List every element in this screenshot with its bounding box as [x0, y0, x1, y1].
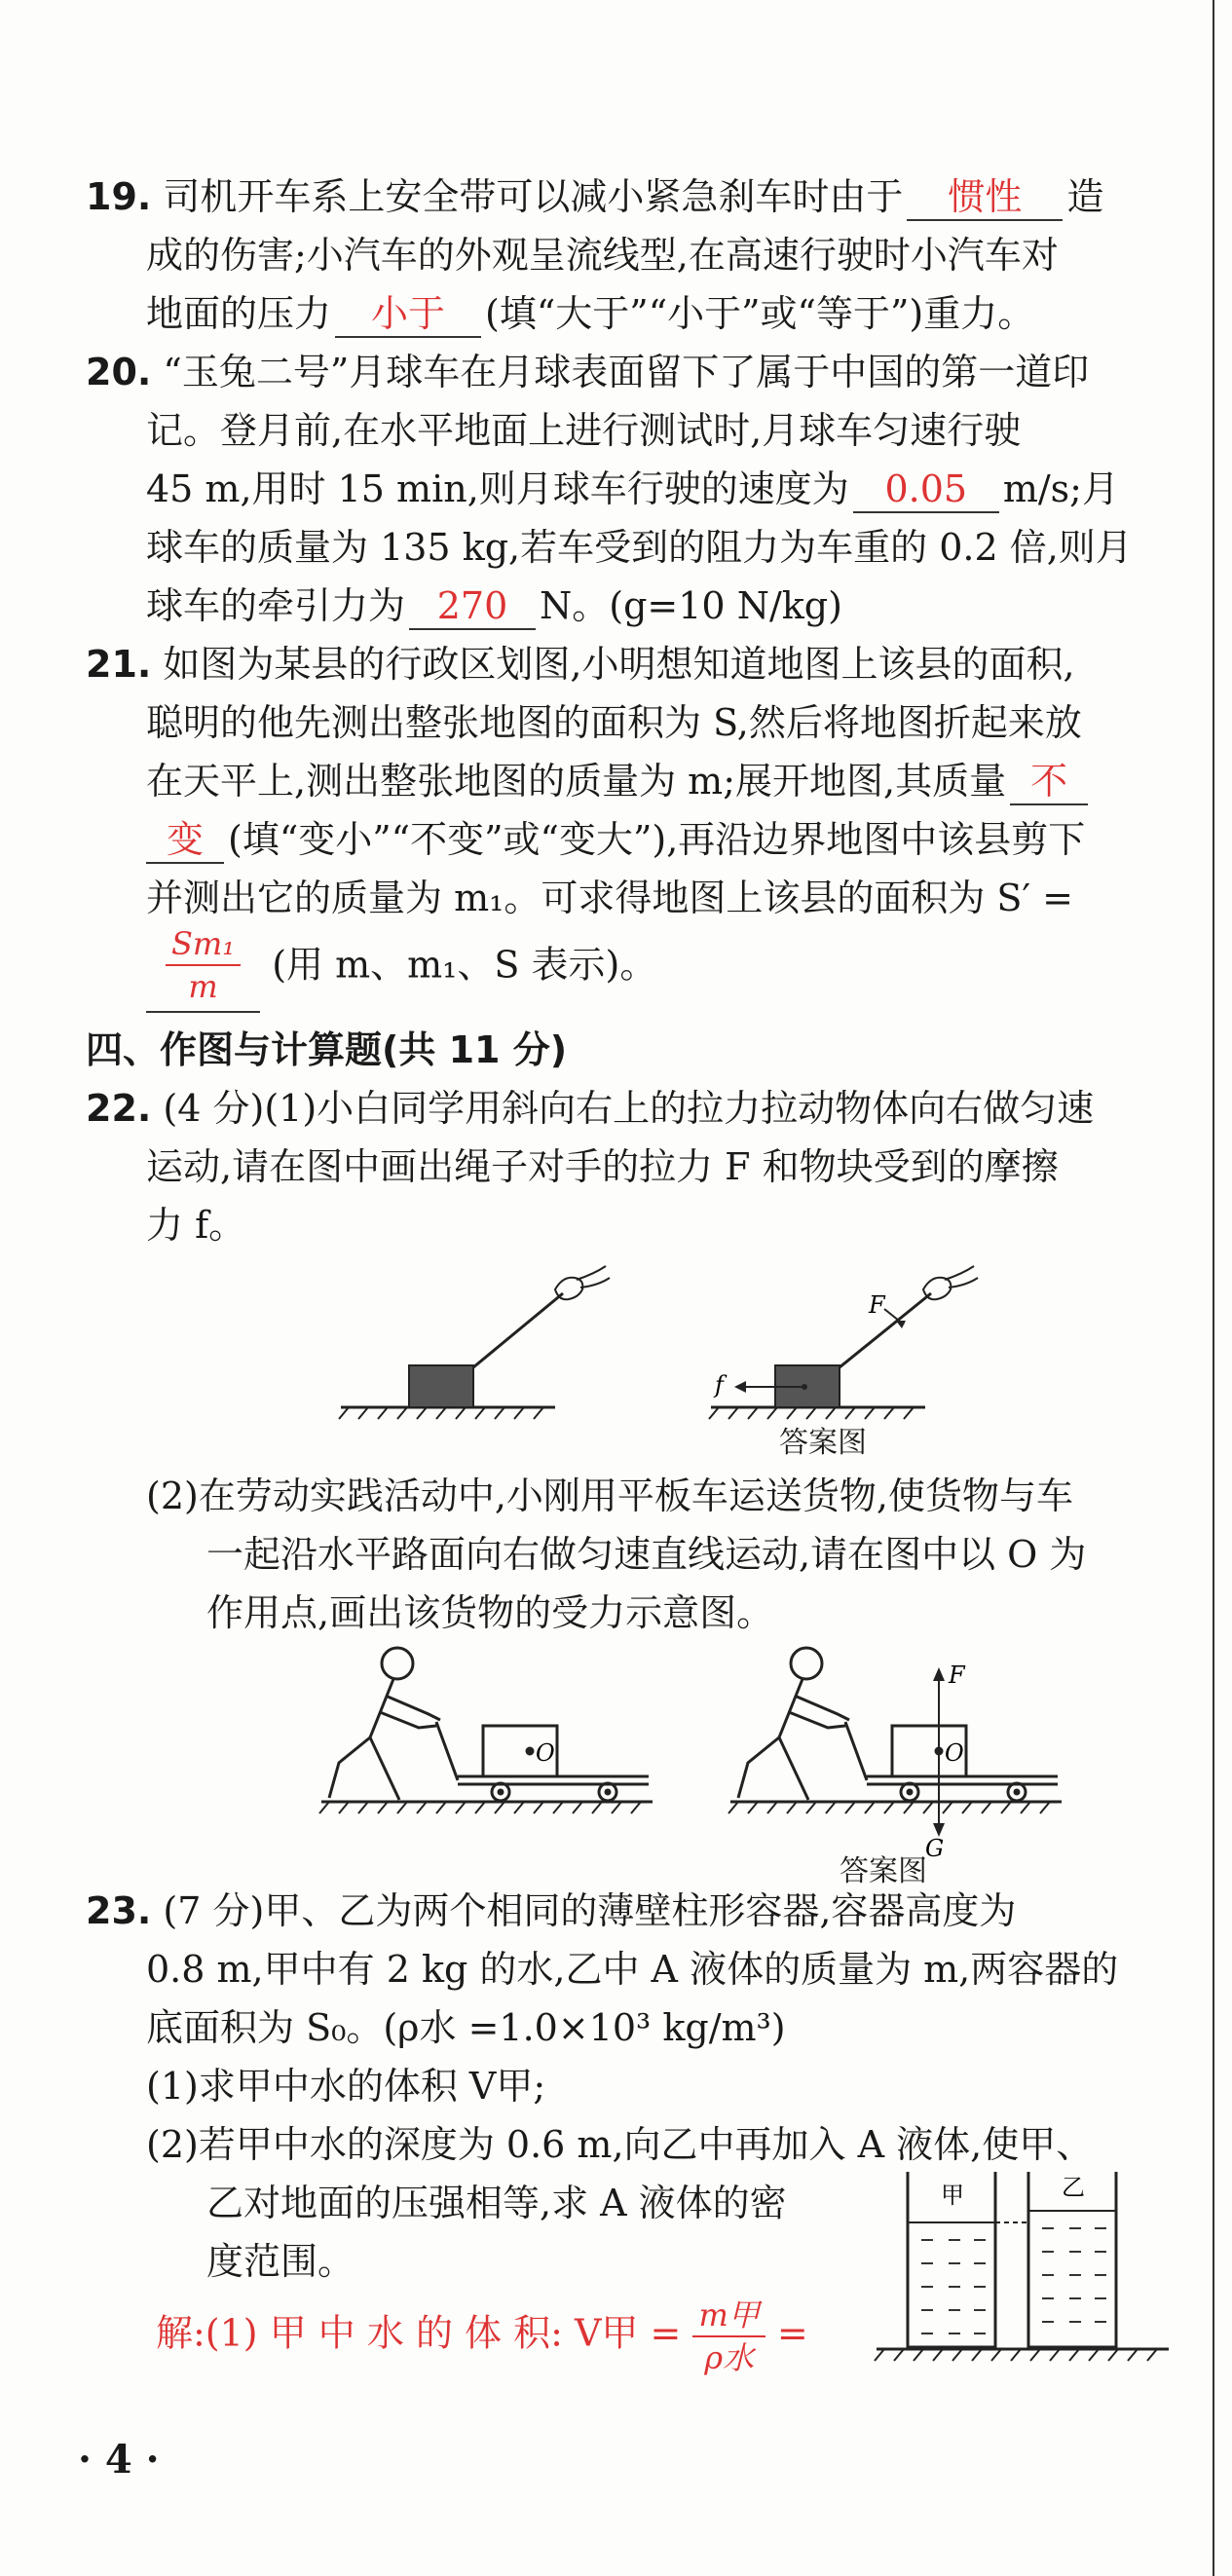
q23-line-5: (2)若甲中水的深度为 0.6 m,向乙中再加入 A 液体,使甲、 [146, 2123, 1094, 2166]
q21-number: 21. [86, 643, 152, 686]
q20-line-2: 记。登月前,在水平地面上进行测试时,月球车匀速行驶 [146, 409, 1022, 452]
q19-line-2: 成的伤害;小汽车的外观呈流线型,在高速行驶时小汽车对 [146, 234, 1059, 277]
q20-answer-1: 0.05 [853, 467, 999, 513]
q20-answer-2: 270 [409, 583, 536, 630]
fig2-caption: 答案图 [840, 1854, 927, 1888]
q23-solution-line: 解:(1) 甲 中 水 的 体 积: V甲 = $\frac{\text{m甲}}{\text{ρ水}}$ = [156, 2296, 808, 2376]
q20-line-5: 球车的牵引力为 270 N。(g=10 N/kg) [146, 580, 842, 631]
q21-answer-1a: 不 [1010, 759, 1088, 805]
q23-solution-fraction: $\frac{\text{m甲}}{\text{ρ水}}$ [692, 2295, 765, 2378]
q21-line-1: 21. 如图为某县的行政区划图,小明想知道地图上该县的面积, [86, 643, 1075, 686]
person-icon-answer [738, 1648, 849, 1800]
q22-line-3: 力 f。 [146, 1204, 246, 1247]
q22-line-2: 运动,请在图中画出绳子对手的拉力 F 和物块受到的摩擦 [146, 1145, 1059, 1188]
q22-part2-line-3: 作用点,画出该货物的受力示意图。 [206, 1591, 774, 1634]
fig2-label-O-left: O [536, 1739, 555, 1767]
q23-line-4: (1)求甲中水的体积 V甲; [146, 2065, 546, 2108]
q20-line-3: 45 m,用时 15 min,则月球车行驶的速度为 0.05 m/s;月 [146, 464, 1119, 514]
q22-number: 22. [86, 1087, 152, 1130]
q21-line-4: 变 (填“变小”“不变”或“变大”),再沿边界地图中该县剪下 [146, 814, 1085, 865]
q19-answer-2: 小于 [335, 291, 481, 338]
section-heading: 四、作图与计算题(共 11 分) [86, 1028, 568, 1071]
fig1-caption: 答案图 [779, 1426, 867, 1460]
q23-line-3: 底面积为 S₀。(ρ水 =1.0×10³ kg/m³) [146, 2006, 786, 2049]
label-jia: 甲 [941, 2182, 964, 2209]
q20-line-1: 20. “玉兔二号”月球车在月球表面留下了属于中国的第一道印 [86, 351, 1090, 393]
person-icon [329, 1648, 440, 1800]
arrow-f-icon [734, 1381, 746, 1393]
q22-part2-line-2: 一起沿水平路面向右做匀速直线运动,请在图中以 O 为 [206, 1533, 1087, 1576]
fig2-left-diagram [319, 1648, 653, 1813]
q21-line-3: 在天平上,测出整张地图的质量为 m;展开地图,其质量 不 [146, 756, 1092, 806]
fig2-answer-diagram [728, 1648, 1062, 1827]
q19-line-1: 19. 司机开车系上安全带可以减小紧急刹车时由于 惯性 造 [86, 171, 1103, 222]
fig2-label-F: F [949, 1661, 965, 1689]
fig1-label-f: f [715, 1371, 724, 1399]
q21-answer-1b: 变 [146, 817, 224, 864]
right-margin-rule [1213, 0, 1214, 2576]
q19-number: 19. [86, 175, 152, 218]
figure-3-containers [867, 2162, 1178, 2376]
figure-1-drag-block [321, 1256, 1003, 1451]
q21-line-6: $\frac{\text{Sm₁}}{m}$ (用 m、m₁、S 表示)。 [146, 923, 656, 1021]
q19-line-3: 地面的压力 小于 (填“大于”“小于”或“等于”)重力。 [146, 288, 1034, 339]
page-number: · 4 · [78, 2437, 160, 2483]
q19-answer-1: 惯性 [907, 174, 1063, 221]
arrow-F-icon [884, 1309, 906, 1328]
q21-line-2: 聪明的他先测出整张地图的面积为 S,然后将地图折起来放 [146, 701, 1082, 744]
label-yi: 乙 [1062, 2174, 1085, 2201]
q23-line-1: 23. (7 分)甲、乙为两个相同的薄壁柱形容器,容器高度为 [86, 1889, 1017, 1932]
q22-part2-line-1: (2)在劳动实践活动中,小刚用平板车运送货物,使货物与车 [146, 1475, 1073, 1517]
fig2-label-O-right: O [945, 1739, 964, 1767]
q22-line-1: 22. (4 分)(1)小白同学用斜向右上的拉力拉动物体向右做匀速 [86, 1087, 1095, 1130]
q20-line-4: 球车的质量为 135 kg,若车受到的阻力为车重的 0.2 倍,则月 [146, 526, 1133, 569]
q23-line-7: 度范围。 [206, 2240, 355, 2283]
figure-2-cart [312, 1636, 1091, 1870]
fig2-label-G: G [925, 1835, 945, 1862]
q20-number: 20. [86, 351, 152, 393]
fig1-label-F: F [869, 1291, 885, 1319]
arrow-up-F-icon [933, 1667, 945, 1681]
q21-line-5: 并测出它的质量为 m₁。可求得地图上该县的面积为 S′ = [146, 877, 1074, 919]
fig1-left-diagram [339, 1266, 610, 1419]
q23-number: 23. [86, 1889, 152, 1932]
q23-line-2: 0.8 m,甲中有 2 kg 的水,乙中 A 液体的质量为 m,两容器的 [146, 1948, 1119, 1991]
liquid-dashes [921, 2228, 1106, 2333]
fig1-answer-diagram [709, 1266, 978, 1419]
q21-answer-2-fraction: $\frac{\text{Sm₁}}{m}$ [146, 923, 260, 1013]
q23-line-6: 乙对地面的压强相等,求 A 液体的密 [206, 2182, 787, 2224]
